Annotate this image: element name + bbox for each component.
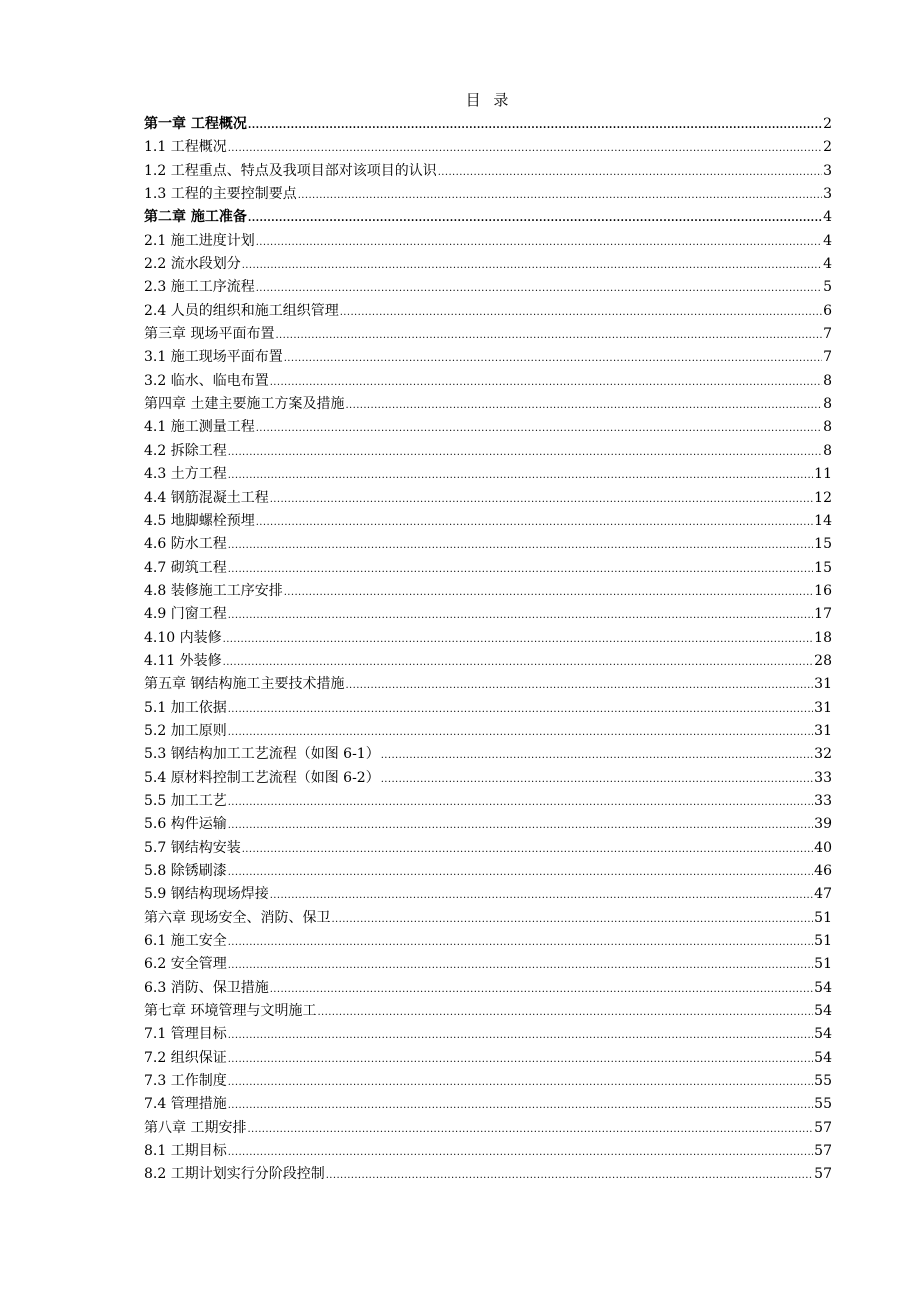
toc-entry[interactable] [144,253,832,276]
toc-entry-page-number: 8 [823,372,832,389]
toc-dot-leader [228,441,822,464]
toc-entry-label: 第二章 施工准备 [144,209,247,226]
toc-dot-leader [256,511,813,534]
toc-entry-label: 5.6 构件运输 [144,816,227,833]
toc-entry-label: 7.1 管理目标 [144,1026,227,1043]
toc-entry[interactable] [144,883,832,906]
toc-entry-label: 5.9 钢结构现场焊接 [144,886,269,903]
toc-entry-label: 第六章 现场安全、消防、保卫 [144,909,331,926]
toc-entry[interactable] [144,1000,832,1023]
toc-entry-page-number: 54 [814,1003,832,1020]
toc-entry-page-number: 31 [814,722,832,739]
toc-entry-label: 1.1 工程概况 [144,139,227,156]
toc-entry-label: 5.4 原材料控制工艺流程（如图 6-2） [144,769,380,786]
toc-entry-page-number: 8 [823,442,832,459]
toc-entry-label: 4.9 门窗工程 [144,606,227,623]
toc-dot-leader [345,674,813,697]
toc-dot-leader [331,908,813,931]
toc-entry-label: 4.5 地脚螺栓预埋 [144,512,255,529]
toc-dot-leader [228,1024,813,1047]
toc-entry-page-number: 57 [814,1143,832,1160]
toc-entry-page-number: 18 [814,629,832,646]
toc-dot-leader [248,207,822,230]
toc-entry[interactable] [144,813,832,836]
toc-entry-page-number: 55 [814,1096,832,1113]
toc-dot-leader [270,488,813,511]
toc-entry-page-number: 11 [814,466,832,483]
toc-entry-page-number: 4 [823,232,832,249]
toc-entry-page-number: 46 [814,863,832,879]
toc-entry[interactable] [144,720,832,743]
toc-entry-label: 4.7 砌筑工程 [144,559,227,576]
toc-entry-label: 2.2 流水段划分 [144,256,241,273]
toc-entry-label: 6.1 施工安全 [144,933,227,950]
toc-entry-label: 7.2 组织保证 [144,1049,227,1066]
toc-list [144,113,832,1187]
toc-entry[interactable] [144,533,832,556]
toc-entry-page-number: 3 [823,186,832,203]
toc-entry-label: 4.10 内装修 [144,629,222,646]
toc-entry-page-number: 31 [814,699,832,716]
toc-entry[interactable] [144,323,832,346]
toc-entry-label: 1.2 工程重点、特点及我项目部对该项目的认识 [144,162,437,179]
toc-entry-label: 第五章 钢结构施工主要技术措施 [144,676,345,693]
toc-entry[interactable] [144,113,832,136]
toc-entry-label: 第一章 工程概况 [144,116,247,132]
toc-dot-leader [270,371,822,394]
toc-dot-leader [228,1071,813,1094]
toc-entry-page-number: 57 [814,1119,832,1136]
toc-entry[interactable] [144,837,832,860]
toc-dot-leader [381,744,813,767]
toc-entry[interactable] [144,953,832,976]
toc-entry-page-number: 54 [814,1026,832,1043]
toc-entry[interactable] [144,1023,832,1046]
toc-entry-label: 第三章 现场平面布置 [144,326,275,343]
toc-entry-label: 6.2 安全管理 [144,956,227,973]
toc-entry-page-number: 28 [814,652,832,669]
toc-dot-leader [270,884,813,907]
toc-dot-leader [228,534,813,557]
toc-entry-page-number: 2 [823,139,832,156]
toc-entry-page-number: 47 [814,886,832,903]
toc-entry[interactable] [144,160,832,183]
toc-entry-page-number: 7 [823,349,832,366]
toc-entry-page-number: 15 [814,536,832,553]
toc-entry-label: 3.2 临水、临电布置 [144,372,269,389]
toc-dot-leader [228,1048,813,1071]
toc-title: 目 录 [465,91,513,109]
toc-dot-leader [298,184,822,207]
toc-dot-leader [256,417,822,440]
toc-entry[interactable] [144,136,832,159]
toc-entry-label: 5.5 加工工艺 [144,792,227,809]
toc-entry-page-number: 3 [823,162,832,179]
toc-dot-leader [381,768,813,791]
toc-entry[interactable] [144,1070,832,1093]
toc-entry-page-number: 55 [814,1073,832,1090]
toc-entry-page-number: 32 [814,746,832,763]
toc-entry-label: 4.3 土方工程 [144,466,227,483]
toc-dot-leader [228,464,813,487]
toc-entry-label: 2.1 施工进度计划 [144,232,255,249]
toc-entry-page-number: 33 [814,792,832,809]
toc-dot-leader [223,628,814,651]
toc-dot-leader [247,1118,813,1141]
toc-entry[interactable] [144,487,832,510]
toc-dot-leader [228,137,822,160]
toc-entry-page-number: 2 [823,116,832,132]
toc-dot-leader [284,581,813,604]
toc-entry-label: 1.3 工程的主要控制要点 [144,186,297,203]
toc-dot-leader [270,978,813,1001]
toc-entry[interactable] [144,767,832,790]
toc-entry-label: 4.2 拆除工程 [144,442,227,459]
toc-entry-label: 6.3 消防、保卫措施 [144,979,269,996]
toc-entry-page-number: 12 [814,489,832,506]
toc-dot-leader [228,698,813,721]
toc-dot-leader [228,954,813,977]
toc-dot-leader [438,161,822,184]
toc-dot-leader [242,254,822,277]
toc-entry-page-number: 51 [814,956,832,973]
toc-entry[interactable] [144,440,832,463]
toc-entry[interactable] [144,650,832,673]
toc-dot-leader [228,558,813,581]
toc-entry[interactable] [144,393,832,416]
toc-entry-label: 4.6 防水工程 [144,536,227,553]
toc-dot-leader [228,931,813,954]
toc-entry-page-number: 4 [823,256,832,273]
toc-entry-page-number: 4 [823,209,832,226]
toc-entry[interactable] [144,276,832,299]
toc-entry-label: 4.8 装修施工工序安排 [144,582,283,599]
toc-entry-label: 2.3 施工工序流程 [144,279,255,296]
toc-entry[interactable] [144,1093,832,1116]
toc-entry-page-number: 6 [823,302,832,319]
toc-entry[interactable] [144,346,832,369]
toc-entry[interactable] [144,907,832,930]
toc-dot-leader [317,1001,813,1024]
toc-entry-page-number: 57 [814,1166,832,1183]
toc-entry-label: 第七章 环境管理与文明施工 [144,1003,317,1020]
toc-entry[interactable] [144,416,832,439]
toc-entry-page-number: 39 [814,816,832,833]
toc-entry[interactable] [144,1117,832,1140]
toc-entry-label: 3.1 施工现场平面布置 [144,349,283,366]
toc-entry-page-number: 33 [814,769,832,786]
toc-entry-label: 7.4 管理措施 [144,1096,227,1113]
toc-entry[interactable] [144,206,832,229]
toc-entry[interactable] [144,603,832,626]
toc-entry[interactable] [144,860,832,883]
toc-entry-page-number: 40 [814,839,832,856]
toc-entry[interactable] [144,300,832,323]
toc-entry-page-number: 54 [814,1049,832,1066]
toc-entry-label: 5.7 钢结构安装 [144,839,241,856]
toc-entry-page-number: 17 [814,606,832,623]
toc-dot-leader [284,347,822,370]
toc-entry-label: 第四章 土建主要施工方案及措施 [144,396,345,413]
toc-entry[interactable] [144,463,832,486]
toc-entry[interactable] [144,230,832,253]
toc-dot-leader [228,721,813,744]
toc-entry-page-number: 51 [814,933,832,950]
toc-dot-leader [256,231,822,254]
toc-entry[interactable] [144,580,832,603]
toc-entry-label: 5.8 除锈刷漆 [144,863,227,879]
toc-entry[interactable] [144,743,832,766]
toc-dot-leader [256,277,822,300]
toc-dot-leader [228,1094,813,1117]
toc-entry-page-number: 8 [823,419,832,436]
toc-entry-page-number: 8 [823,396,832,413]
toc-dot-leader [228,1141,813,1164]
toc-entry-page-number: 54 [814,979,832,996]
toc-entry-label: 5.2 加工原则 [144,722,227,739]
toc-entry-label: 8.1 工期目标 [144,1143,227,1160]
toc-entry[interactable] [144,1163,832,1186]
toc-dot-leader [340,301,822,324]
toc-entry-label: 5.1 加工依据 [144,699,227,716]
toc-entry[interactable] [144,697,832,720]
toc-entry-page-number: 15 [814,559,832,576]
toc-dot-leader [345,394,822,417]
toc-entry[interactable] [144,1140,832,1163]
toc-dot-leader [326,1164,813,1187]
toc-dot-leader [248,114,822,137]
toc-entry[interactable] [144,977,832,1000]
toc-entry-label: 第八章 工期安排 [144,1119,247,1136]
toc-entry-label: 4.11 外装修 [144,652,222,669]
toc-entry[interactable] [144,930,832,953]
toc-entry[interactable] [144,510,832,533]
toc-entry[interactable] [144,673,832,696]
toc-dot-leader [228,604,813,627]
toc-dot-leader [228,791,813,814]
toc-dot-leader [275,324,822,347]
toc-entry[interactable] [144,183,832,206]
toc-dot-leader [228,814,813,837]
toc-entry[interactable] [144,790,832,813]
toc-entry[interactable] [144,557,832,580]
toc-entry-label: 4.4 钢筋混凝土工程 [144,489,269,506]
toc-entry-page-number: 5 [823,279,832,296]
toc-entry[interactable] [144,627,832,650]
toc-entry-page-number: 51 [814,909,832,926]
toc-dot-leader [242,838,813,861]
toc-entry-page-number: 16 [814,582,832,599]
toc-entry-label: 5.3 钢结构加工工艺流程（如图 6-1） [144,746,380,763]
toc-entry[interactable] [144,370,832,393]
toc-entry-page-number: 7 [823,326,832,343]
toc-dot-leader [228,861,813,884]
toc-entry-label: 8.2 工期计划实行分阶段控制 [144,1166,325,1183]
toc-entry-label: 2.4 人员的组织和施工组织管理 [144,302,339,319]
toc-entry-page-number: 14 [814,512,832,529]
toc-entry-label: 7.3 工作制度 [144,1073,227,1090]
toc-dot-leader [223,651,814,674]
toc-entry[interactable] [144,1047,832,1070]
toc-entry-page-number: 31 [814,676,832,693]
toc-entry-label: 4.1 施工测量工程 [144,419,255,436]
